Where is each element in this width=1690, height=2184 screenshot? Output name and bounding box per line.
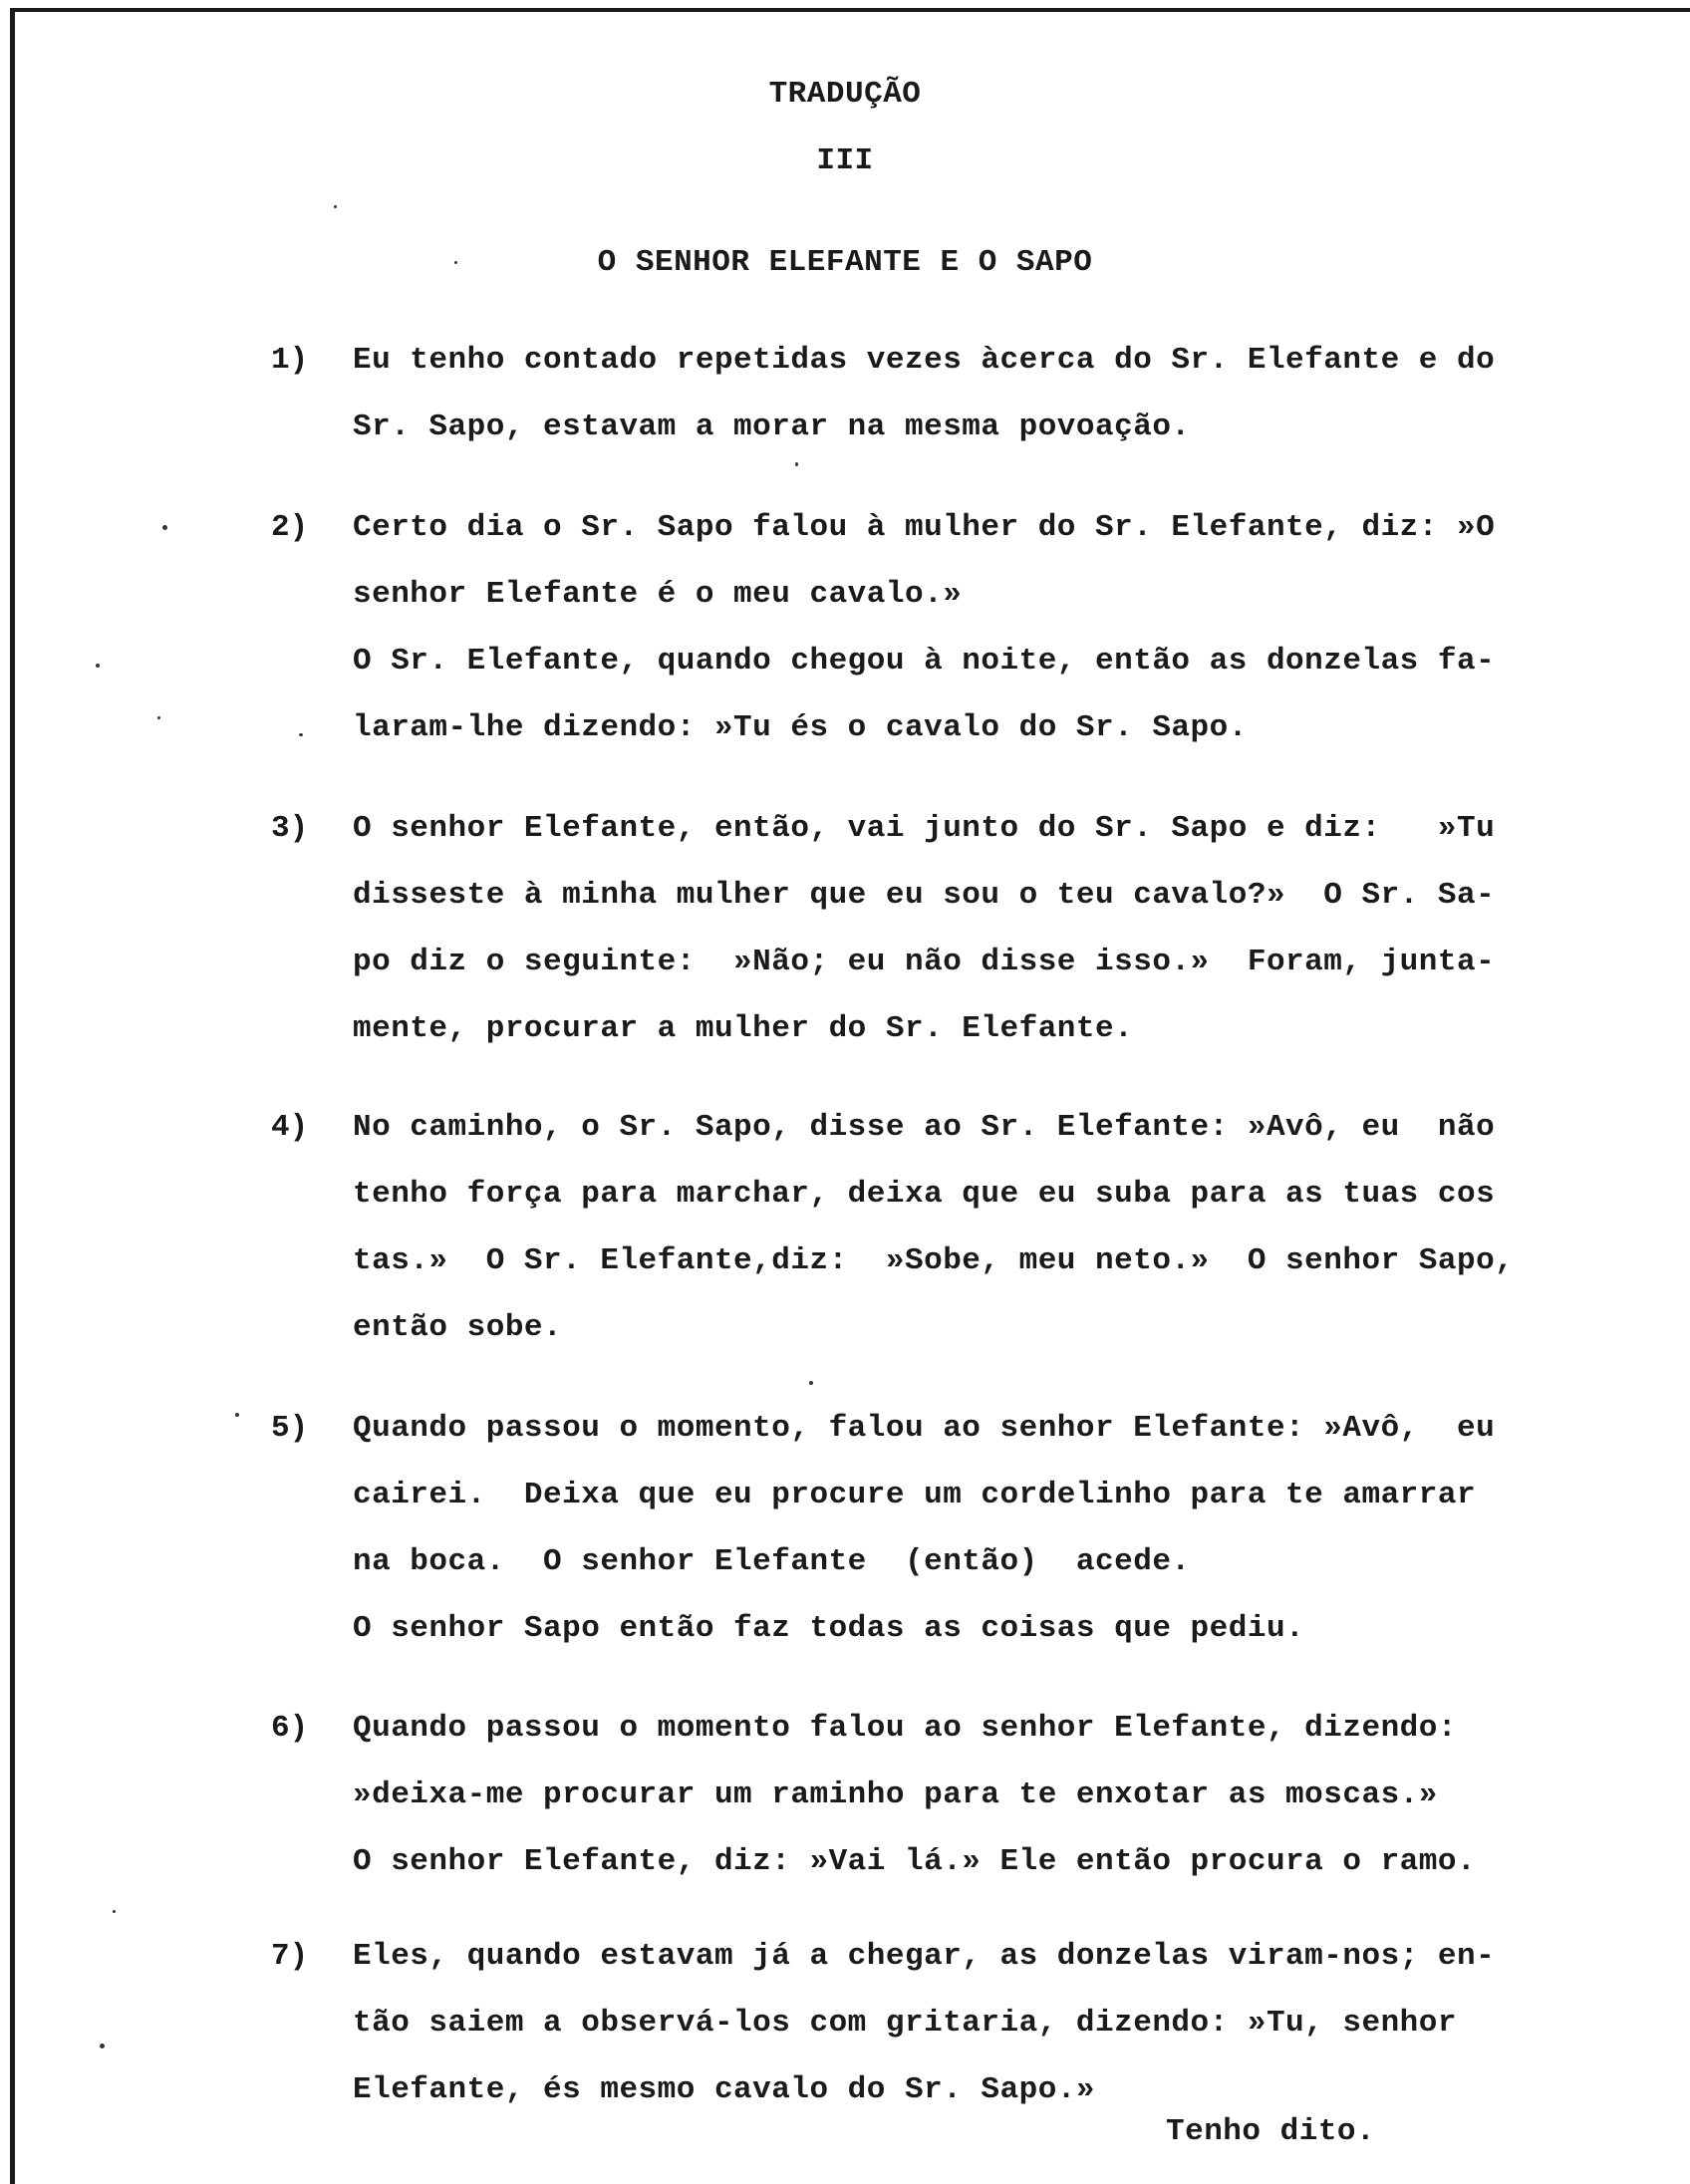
paragraph-line: Quando passou o momento falou ao senhor Elefante, dizendo: [353, 1711, 1457, 1746]
paragraph-line: O Sr. Elefante, quando chegou à noite, então as donzelas fa- [353, 644, 1496, 679]
scan-speck [454, 261, 457, 264]
paragraph-line: tão saiem a observá-los com gritaria, dizendo: »Tu, senhor [353, 2006, 1457, 2041]
scan-speck [299, 733, 303, 736]
paragraph-line: O senhor Sapo então faz todas as coisas que pediu. [353, 1611, 1305, 1646]
scan-speck [795, 462, 798, 466]
paragraph-line: disseste à minha mulher que eu sou o teu cavalo?» O Sr. Sa- [353, 878, 1496, 913]
paragraph-line: Eles, quando estavam já a chegar, as donzelas viram-nos; en- [353, 1939, 1496, 1974]
paragraph-line: laram-lhe dizendo: »Tu és o cavalo do Sr. Sapo. [353, 710, 1248, 745]
paragraph-line: »deixa-me procurar um raminho para te enxotar as moscas.» [353, 1777, 1438, 1812]
paragraph-line: Certo dia o Sr. Sapo falou à mulher do Sr. Elefante, diz: »O [353, 510, 1496, 545]
scan-speck [809, 1381, 813, 1385]
paragraph-line: Elefante, és mesmo cavalo do Sr. Sapo.» [353, 2072, 1096, 2107]
paragraph-number: 2) [271, 510, 309, 545]
section-number: III [816, 143, 874, 178]
scan-edge-left [10, 8, 15, 2184]
paragraph-number: 1) [271, 343, 309, 378]
paragraph-number: 5) [271, 1411, 309, 1446]
document-title: TRADUÇÃO [768, 77, 922, 112]
scan-speck [157, 716, 160, 719]
paragraph-line: mente, procurar a mulher do Sr. Elefante. [353, 1011, 1134, 1046]
paragraph-number: 4) [271, 1110, 309, 1145]
paragraph-line: tenho força para marchar, deixa que eu suba para as tuas cos [353, 1177, 1496, 1212]
scan-speck [235, 1413, 239, 1417]
paragraph-line: tas.» O Sr. Elefante,diz: »Sobe, meu neto.» O senhor Sapo, [353, 1243, 1515, 1278]
scan-speck [113, 1910, 116, 1913]
paragraph-number: 3) [271, 811, 309, 846]
closing-signoff: Tenho dito. [1166, 2114, 1376, 2149]
paragraph-line: Eu tenho contado repetidas vezes àcerca do Sr. Elefante e do [353, 343, 1496, 378]
scan-speck [100, 2044, 105, 2048]
paragraph-line: No caminho, o Sr. Sapo, disse ao Sr. Elefante: »Avô, eu não [353, 1110, 1496, 1145]
paragraph-line: Quando passou o momento, falou ao senhor Elefante: »Avô, eu [353, 1411, 1496, 1446]
paragraph-line: O senhor Elefante, diz: »Vai lá.» Ele então procura o ramo. [353, 1844, 1477, 1879]
story-title: O SENHOR ELEFANTE E O SAPO [597, 245, 1093, 280]
scan-edge-top [10, 8, 1690, 12]
scan-speck [162, 525, 167, 530]
paragraph-line: senhor Elefante é o meu cavalo.» [353, 577, 963, 612]
paragraph-line: na boca. O senhor Elefante (então) acede. [353, 1544, 1191, 1579]
paragraph-line: cairei. Deixa que eu procure um cordelinho para te amarrar [353, 1478, 1477, 1512]
scan-speck [334, 205, 337, 208]
paragraph-line: O senhor Elefante, então, vai junto do Sr. Sapo e diz: »Tu [353, 811, 1496, 846]
paragraph-number: 6) [271, 1711, 309, 1746]
paragraph-line: po diz o seguinte: »Não; eu não disse isso.» Foram, junta- [353, 945, 1496, 979]
paragraph-number: 7) [271, 1939, 309, 1974]
scan-speck [96, 664, 100, 668]
paragraph-line: então sobe. [353, 1310, 563, 1345]
paragraph-line: Sr. Sapo, estavam a morar na mesma povoação. [353, 410, 1191, 444]
